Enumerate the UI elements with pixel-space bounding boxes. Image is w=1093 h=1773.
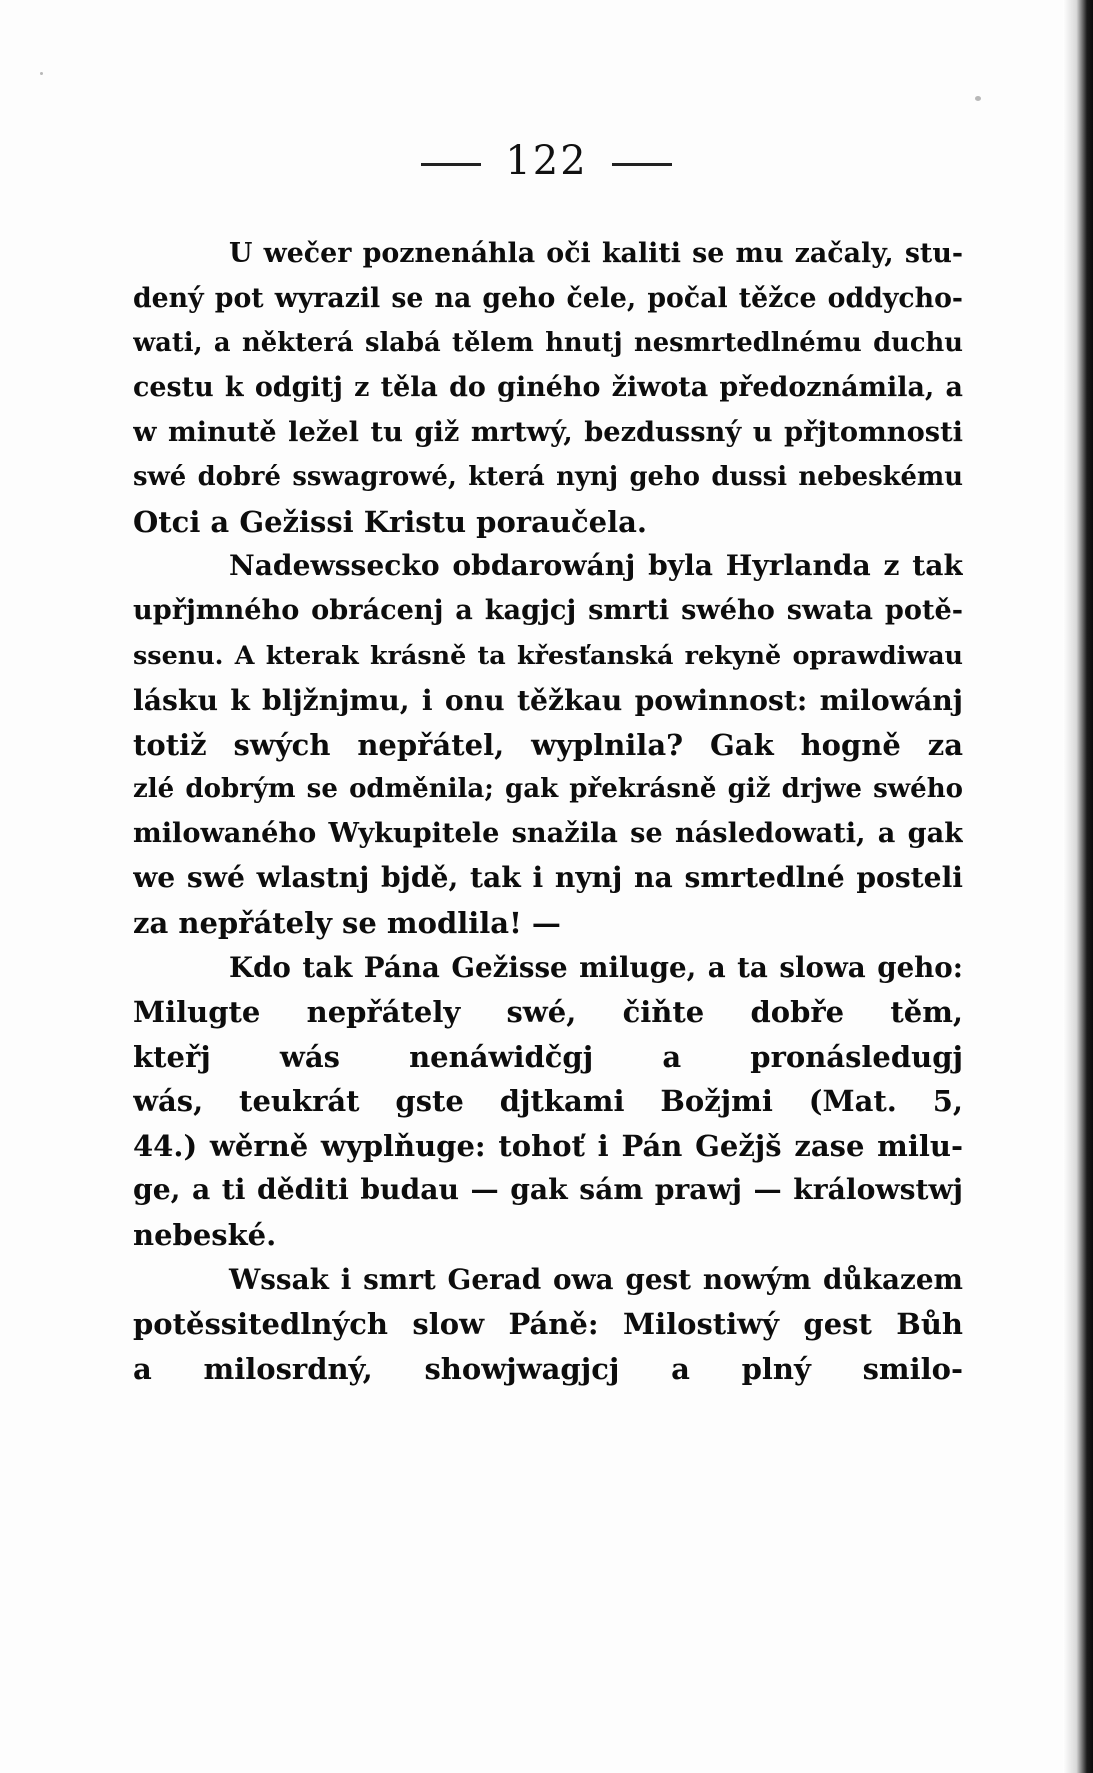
text-line: totiž swých nepřátel, wyplnila? Gak hogně za	[133, 727, 963, 762]
text-line: Milugte nepřátely swé, čiňte dobře těm,	[133, 995, 963, 1030]
text-line: za nepřátely se modlila! —	[133, 905, 561, 940]
text-line: ssenu. A kterak krásně ta křesťanská rekyně oprawdiwau	[133, 640, 963, 671]
text-line: Kdo tak Pána Gežisse miluge, a ta slowa geho:	[229, 950, 963, 984]
text-line: upřjmného obrácenj a kagjcj smrti swého swata potě-	[133, 594, 963, 626]
text-line: dený pot wyrazil se na geho čele, počal těžce oddycho-	[133, 282, 963, 314]
text-line: we swé wlastnj bjdě, tak i nynj na smrtedlné posteli	[133, 861, 963, 895]
page-edge-shadow	[1063, 0, 1093, 1773]
text-line: wati, a některá slabá tělem hnutj nesmrtedlnému duchu	[133, 328, 963, 359]
page-number: 122	[505, 138, 588, 184]
paragraph	[133, 1258, 963, 1392]
text-line: 44.) wěrně wyplňuge: tohoť i Pán Gežjš zase milu-	[133, 1128, 963, 1163]
text-line: Nadewssecko obdarowánj byla Hyrlanda z tak	[229, 549, 963, 583]
text-line: a milosrdný, showjwagjcj a plný smilo-	[133, 1351, 963, 1386]
body-text	[133, 232, 963, 1391]
page-header	[0, 138, 1093, 184]
text-line: w minutě ležel tu giž mrtwý, bezdussný u přjtomnosti	[133, 416, 963, 449]
header-dash-right	[612, 163, 672, 166]
text-line: potěssitedlných slow Páně: Milostiwý gest Bůh	[133, 1307, 963, 1342]
paper-speck	[975, 96, 981, 101]
text-line: cestu k odgitj z těla do giného žiwota předoznámila, a	[133, 371, 963, 403]
text-line: kteřj wás nenáwidčgj a pronásledugj	[133, 1039, 963, 1074]
text-line: U wečer poznenáhla oči kaliti se mu začaly, stu-	[229, 238, 963, 269]
text-line: milowaného Wykupitele snažila se následowati, a gak	[133, 817, 963, 849]
paper-speck	[40, 72, 43, 75]
paragraph	[133, 232, 963, 544]
text-line: swé dobré sswagrowé, která nynj geho dussi nebeskému	[133, 461, 963, 492]
text-line: Wssak i smrt Gerad owa gest nowým důkazem	[229, 1262, 963, 1296]
paragraph	[133, 946, 963, 1258]
text-line: Otci a Gežissi Kristu poraučela.	[133, 504, 647, 539]
header-dash-left	[421, 163, 481, 166]
text-line: wás, teukrát gste djtkami Božjmi (Mat. 5,	[133, 1084, 963, 1119]
text-line: nebeské.	[133, 1218, 277, 1253]
text-line: lásku k bljžnjmu, i onu těžkau powinnost: milowánj	[133, 682, 963, 717]
text-line: ge, a ti děditi budau — gak sám prawj — králowstwj	[133, 1173, 963, 1207]
paragraph	[133, 544, 963, 945]
text-line: zlé dobrým se odměnila; gak překrásně giž drjwe swého	[133, 774, 963, 805]
